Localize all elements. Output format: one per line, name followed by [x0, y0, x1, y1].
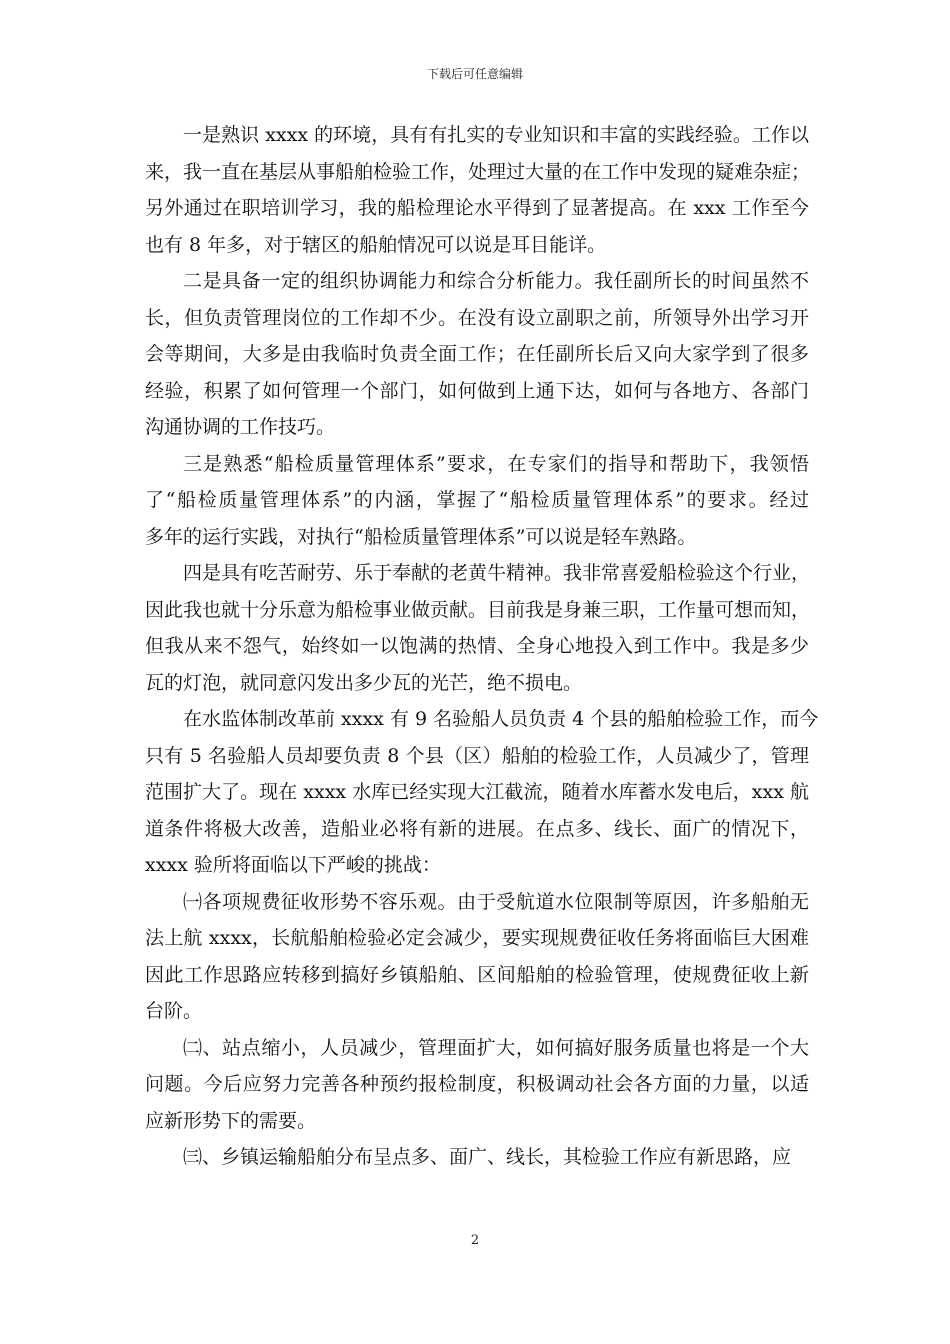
paragraph-line: 法上航 xxxx，长航船舶检验必定会减少，要实现规费征收任务将面临巨大困难	[145, 927, 809, 949]
paragraph-line: 因此我也就十分乐意为船检事业做贡献。目前我是身兼三职，工作量可想而知，	[145, 598, 811, 621]
paragraph	[145, 1139, 809, 1176]
paragraph	[145, 555, 809, 701]
paragraph-line: 了“船检质量管理体系”的内涵，掌握了“船检质量管理体系”的要求。经过	[145, 489, 809, 511]
page-header: 下载后可任意编辑	[426, 67, 523, 81]
paragraph	[145, 446, 809, 556]
paragraph	[145, 117, 809, 263]
paragraph-line: 道条件将极大改善，造船业必将有新的进展。在点多、线长、面广的情况下，	[145, 817, 809, 840]
page-number: 2	[470, 1233, 480, 1248]
paragraph-line: 台阶。	[145, 1000, 203, 1022]
paragraph-line: 因此工作思路应转移到搞好乡镇船舶、区间船舶的检验管理，使规费征收上新	[145, 963, 809, 986]
paragraph-line: 二是具备一定的组织协调能力和综合分析能力。我任副所长的时间虽然不	[183, 270, 809, 292]
paragraph-line: ㈠各项规费征收形势不容乐观。由于受航道水位限制等原因，许多船舶无	[183, 890, 809, 913]
paragraph-line: 问题。今后应努力完善各种预约报检制度，积极调动社会各方面的力量，以适	[145, 1073, 809, 1095]
paragraph-line: 范围扩大了。现在 xxxx 水库已经实现大江截流，随着水库蓄水发电后，xxx 航	[145, 781, 809, 803]
paragraph-line: 瓦的灯泡，就同意闪发出多少瓦的光芒，绝不损电。	[145, 671, 583, 694]
paragraph-line: 只有 5 名验船人员却要负责 8 个县（区）船舶的检验工作，人员减少了，管理	[145, 744, 809, 767]
paragraph-line: ㈢、乡镇运输船舶分布呈点多、面广、线长，其检验工作应有新思路，应	[183, 1146, 792, 1168]
paragraph-line: 长，但负责管理岗位的工作却不少。在没有设立副职之前，所领导外出学习开	[145, 306, 809, 329]
paragraph-line: 会等期间，大多是由我临时负责全面工作；在任副所长后又向大家学到了很多	[145, 343, 809, 365]
paragraph-line: 应新形势下的需要。	[145, 1109, 317, 1132]
paragraph-line: 来，我一直在基层从事船舶检验工作，处理过大量的在工作中发现的疑难杂症；	[145, 160, 811, 183]
paragraph-line: 多年的运行实践，对执行“船检质量管理体系”可以说是轻车熟路。	[145, 525, 697, 548]
paragraph-line: 沟通协调的工作技巧。	[145, 416, 336, 438]
paragraph-line: 经验，积累了如何管理一个部门，如何做到上通下达，如何与各地方、各部门	[145, 379, 809, 402]
paragraph	[145, 701, 819, 884]
paragraph-line: ㈡、站点缩小，人员减少，管理面扩大，如何搞好服务质量也将是一个大	[183, 1036, 809, 1059]
paragraph-line: 但我从来不怨气，始终如一以饱满的热情、全身心地投入到工作中。我是多少	[145, 635, 809, 657]
paragraph-line: 三是熟悉“船检质量管理体系”要求，在专家们的指导和帮助下，我领悟	[183, 452, 809, 475]
paragraph-line: 也有 8 年多，对于辖区的船舶情况可以说是耳目能详。	[145, 233, 607, 256]
paragraph	[145, 1030, 809, 1140]
paragraph-line: xxxx 验所将面临以下严峻的挑战：	[145, 854, 441, 876]
paragraph	[145, 263, 809, 446]
paragraph-line: 一是熟识 xxxx 的环境，具有有扎实的专业知识和丰富的实践经验。工作以	[183, 124, 809, 146]
paragraph-line: 另外通过在职培训学习，我的船检理论水平得到了显著提高。在 xxx 工作至今	[145, 197, 809, 219]
paragraph-line: 四是具有吃苦耐劳、乐于奉献的老黄牛精神。我非常喜爱船检验这个行业，	[183, 562, 811, 584]
document-body	[145, 117, 819, 1176]
paragraph	[145, 884, 809, 1030]
paragraph-line: 在水监体制改革前 xxxx 有 9 名验船人员负责 4 个县的船舶检验工作，而今	[183, 708, 819, 730]
